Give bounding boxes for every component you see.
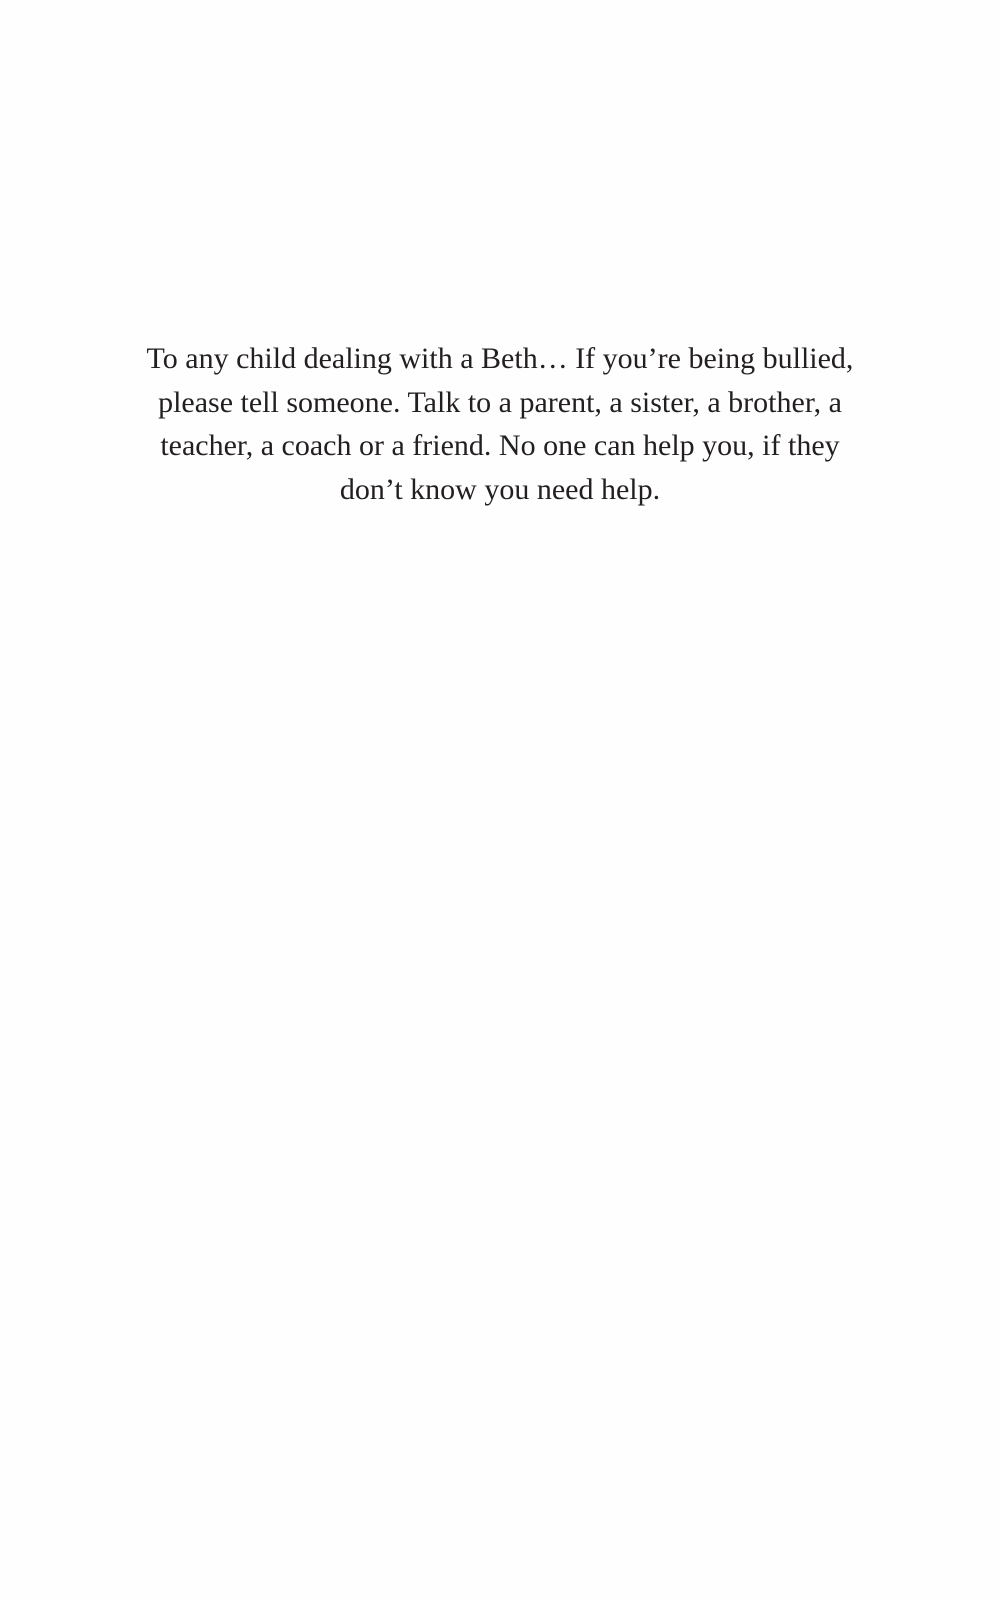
dedication-line: please tell someone. Talk to a parent, a sister, a brother, a: [158, 385, 842, 419]
dedication-line: To any child dealing with a Beth… If you’re being bullied,: [146, 342, 854, 375]
dedication-line: don’t know you need help.: [339, 472, 661, 506]
dedication-text: [120, 337, 880, 511]
dedication-line: teacher, a coach or a friend. No one can help you, if they: [160, 429, 840, 462]
